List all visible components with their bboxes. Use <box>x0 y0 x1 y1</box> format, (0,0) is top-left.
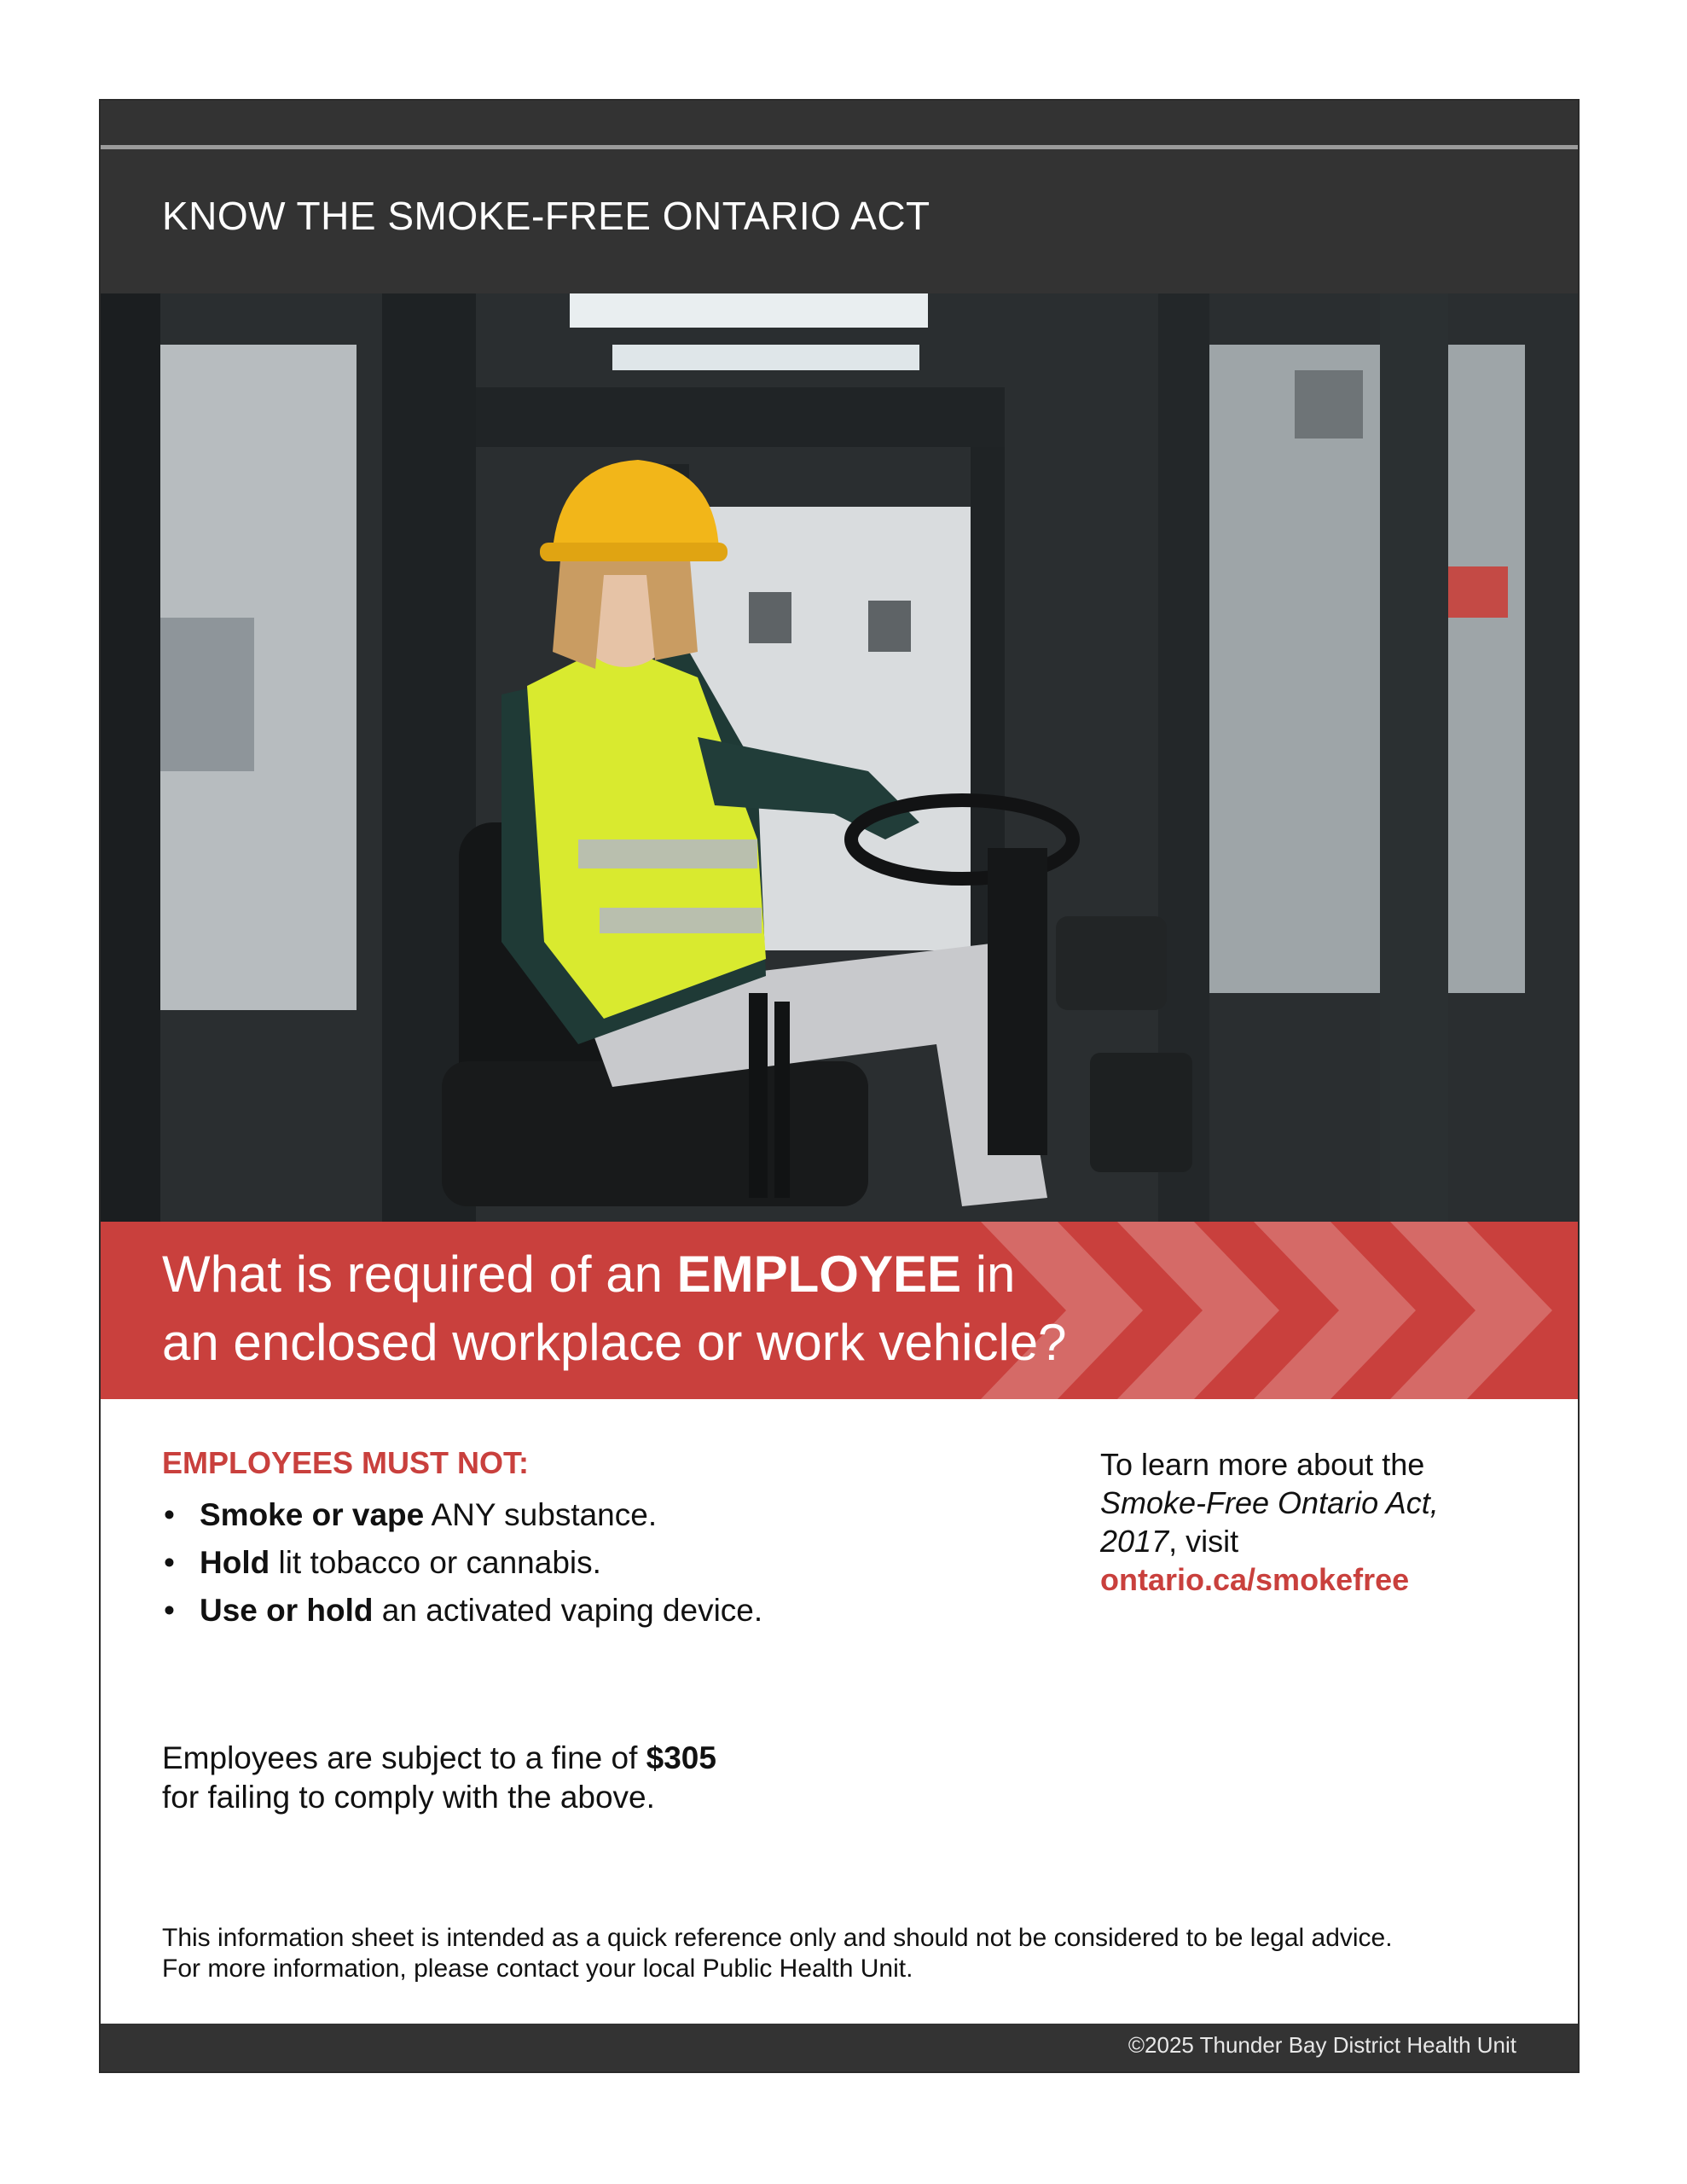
fine-amount: $305 <box>646 1740 716 1775</box>
bullet-icon: • <box>164 1545 175 1580</box>
question-banner <box>101 1222 1578 1399</box>
disclaimer-line1: This information sheet is intended as a quick reference only and should not be considered to be legal advice. <box>162 1924 1393 1952</box>
learn-more-act-name: Smoke-Free Ontario Act, <box>1100 1485 1439 1520</box>
banner-line1-pre: What is required of an <box>162 1246 677 1303</box>
learn-more-line1: To learn more about the <box>1100 1447 1425 1482</box>
bullet-icon: • <box>164 1497 175 1532</box>
list-item <box>162 1491 762 1539</box>
rule-bold: Hold <box>200 1545 270 1580</box>
disclaimer-line2: For more information, please contact your local Public Health Unit. <box>162 1955 913 1983</box>
chevron-arrows-icon <box>981 1222 1578 1399</box>
rules-list <box>162 1491 762 1635</box>
banner-line2: an enclosed workplace or work vehicle? <box>162 1314 1067 1371</box>
rules-heading: EMPLOYEES MUST NOT: <box>162 1445 530 1480</box>
banner-question <box>162 1240 1067 1377</box>
header-band <box>101 101 1578 293</box>
disclaimer <box>162 1923 1393 1984</box>
rule-text: ANY substance. <box>424 1497 658 1532</box>
rule-text: an activated vaping device. <box>373 1593 763 1628</box>
learn-more-visit: , visit <box>1168 1524 1239 1559</box>
forklift-operator-photo <box>101 293 1578 1222</box>
fine-line1-pre: Employees are subject to a fine of <box>162 1740 646 1775</box>
rule-bold: Smoke or vape <box>200 1497 425 1532</box>
list-item <box>162 1539 762 1587</box>
smokefree-link[interactable]: ontario.ca/smokefree <box>1100 1562 1410 1597</box>
footer-band <box>101 2024 1578 2071</box>
rule-bold: Use or hold <box>200 1593 374 1628</box>
footer-copyright: ©2025 Thunder Bay District Health Unit <box>1128 2032 1516 2058</box>
fine-notice <box>162 1739 716 1817</box>
banner-line1-bold: EMPLOYEE <box>676 1246 962 1303</box>
bullet-icon: • <box>164 1593 175 1628</box>
learn-more-block <box>1100 1445 1439 1599</box>
info-sheet <box>99 99 1580 2073</box>
header-title: KNOW THE SMOKE-FREE ONTARIO ACT <box>162 194 930 238</box>
fine-line2: for failing to comply with the above. <box>162 1780 655 1815</box>
learn-more-act-year: 2017 <box>1100 1524 1169 1559</box>
header-divider <box>101 145 1578 149</box>
banner-line1-post: in <box>961 1246 1016 1303</box>
list-item <box>162 1587 762 1635</box>
rule-text: lit tobacco or cannabis. <box>270 1545 601 1580</box>
